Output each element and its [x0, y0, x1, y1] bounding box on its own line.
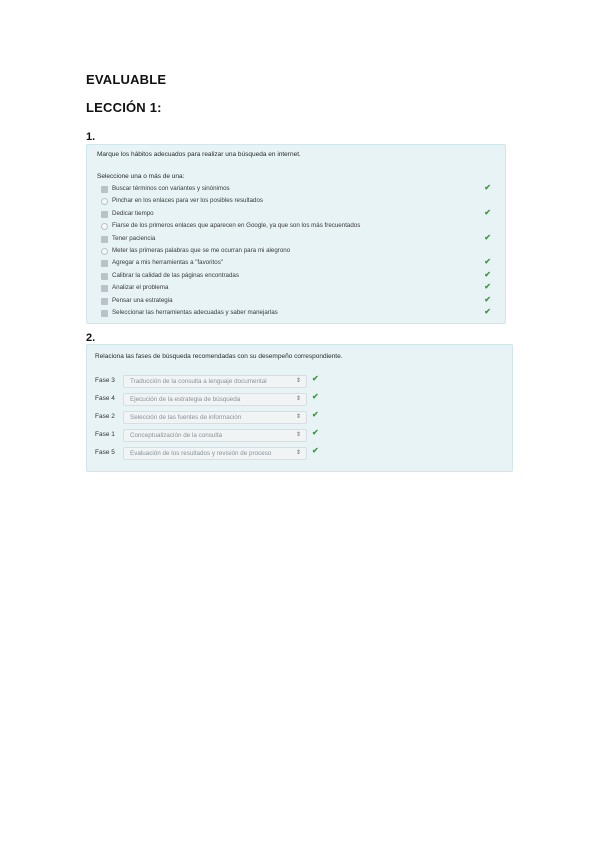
check-icon: ✔: [312, 392, 319, 401]
check-icon: ✔: [484, 307, 491, 316]
question-2-prompt: Relaciona las fases de búsqueda recomendadas con su desempeño correspondiente.: [95, 353, 343, 360]
checkbox-checked[interactable]: [101, 260, 108, 267]
check-icon: ✔: [484, 232, 491, 242]
question-1-prompt: Marque los hábitos adecuados para realizar una búsqueda en internet.: [97, 151, 301, 158]
checkbox-checked[interactable]: [101, 285, 108, 292]
checkbox-checked[interactable]: [101, 273, 108, 280]
phase-select-value: Conceptualización de la consulta: [130, 432, 223, 439]
answer-option-label: Fiarse de los primeros enlaces que aparecen en Google, ya que son los más frecuentados: [112, 222, 361, 230]
answer-option[interactable]: [101, 309, 503, 320]
question-2-number: 2.: [86, 332, 96, 344]
answer-option[interactable]: [101, 284, 503, 295]
question-1-number: 1.: [86, 131, 96, 143]
phase-select[interactable]: [123, 447, 307, 460]
match-row: [95, 393, 515, 407]
phase-select-value: Traducción de la consulta a lenguaje documental: [130, 378, 267, 385]
check-icon: ✔: [484, 282, 491, 292]
answer-option-label: Seleccionar las herramientas adecuadas y saber manejarlas: [112, 309, 278, 316]
answer-option-label: Calibrar la calidad de las páginas encontradas: [112, 271, 239, 279]
answer-option-label: Pinchar en los enlaces para ver los posibles resultados: [112, 197, 263, 205]
check-icon: ✔: [484, 207, 491, 217]
check-icon: ✔: [484, 269, 491, 279]
phase-select-value: Ejecución de la estrategia de búsqueda: [130, 396, 241, 403]
answer-option[interactable]: [101, 247, 503, 258]
phase-select[interactable]: [123, 375, 307, 388]
phase-select[interactable]: [123, 411, 307, 424]
phase-label: Fase 5: [95, 449, 115, 456]
question-1-select-hint: Seleccione una o más de una:: [97, 173, 185, 180]
match-row: [95, 447, 515, 461]
question-1-panel: [86, 144, 506, 324]
answer-option-label: Meter las primeras palabras que se me ocurran para mi alegrono: [112, 247, 291, 254]
phase-select-value: Selección de las fuentes de información: [130, 414, 242, 421]
updown-caret-icon: ⇕: [295, 432, 301, 438]
phase-select[interactable]: [123, 393, 307, 406]
match-row: [95, 375, 515, 389]
updown-caret-icon: ⇕: [295, 396, 301, 402]
phase-label: Fase 3: [95, 377, 115, 384]
checkbox-checked[interactable]: [101, 186, 108, 193]
updown-caret-icon: ⇕: [295, 414, 301, 420]
checkbox-unchecked[interactable]: [101, 198, 108, 205]
checkbox-checked[interactable]: [101, 236, 108, 243]
updown-caret-icon: ⇕: [295, 450, 301, 456]
answer-option[interactable]: [101, 185, 503, 196]
check-icon: ✔: [484, 257, 491, 267]
lesson-title: LECCIÓN 1:: [86, 100, 162, 115]
answer-option[interactable]: [101, 207, 503, 221]
check-icon: ✔: [484, 294, 491, 304]
phase-select-value: Evaluación de los resultados y revisión de proceso: [130, 450, 272, 457]
check-icon: ✔: [484, 183, 491, 192]
answer-option-label: Agregar a mis herramientas a "favoritos": [112, 259, 224, 267]
answer-option[interactable]: [101, 269, 503, 283]
check-icon: ✔: [312, 446, 319, 455]
answer-option[interactable]: [101, 197, 503, 208]
question-2-panel: [86, 344, 513, 472]
phase-label: Fase 2: [95, 413, 115, 420]
answer-option-label: Pensar una estrategia: [112, 296, 173, 304]
checkbox-checked[interactable]: [101, 310, 108, 317]
check-icon: ✔: [312, 428, 319, 437]
answer-option-label: Tener paciencia: [112, 234, 156, 242]
answer-option[interactable]: [101, 294, 503, 308]
updown-caret-icon: ⇕: [295, 378, 301, 384]
checkbox-checked[interactable]: [101, 298, 108, 305]
match-row: [95, 411, 515, 425]
document-title: EVALUABLE: [86, 72, 167, 87]
answer-option-label: Analizar el problema: [112, 284, 169, 292]
check-icon: ✔: [312, 410, 319, 419]
answer-option-label: Dedicar tiempo: [112, 209, 154, 217]
answer-option-label: Buscar términos con variantes y sinónimos: [112, 185, 230, 192]
match-row: [95, 429, 515, 443]
answer-option[interactable]: [101, 259, 503, 270]
checkbox-unchecked[interactable]: [101, 248, 108, 255]
answer-option[interactable]: [101, 222, 503, 233]
checkbox-unchecked[interactable]: [101, 223, 108, 230]
checkbox-checked[interactable]: [101, 211, 108, 218]
check-icon: ✔: [312, 374, 319, 383]
phase-label: Fase 4: [95, 395, 115, 402]
phase-label: Fase 1: [95, 431, 115, 438]
phase-select[interactable]: [123, 429, 307, 442]
answer-option[interactable]: [101, 232, 503, 246]
